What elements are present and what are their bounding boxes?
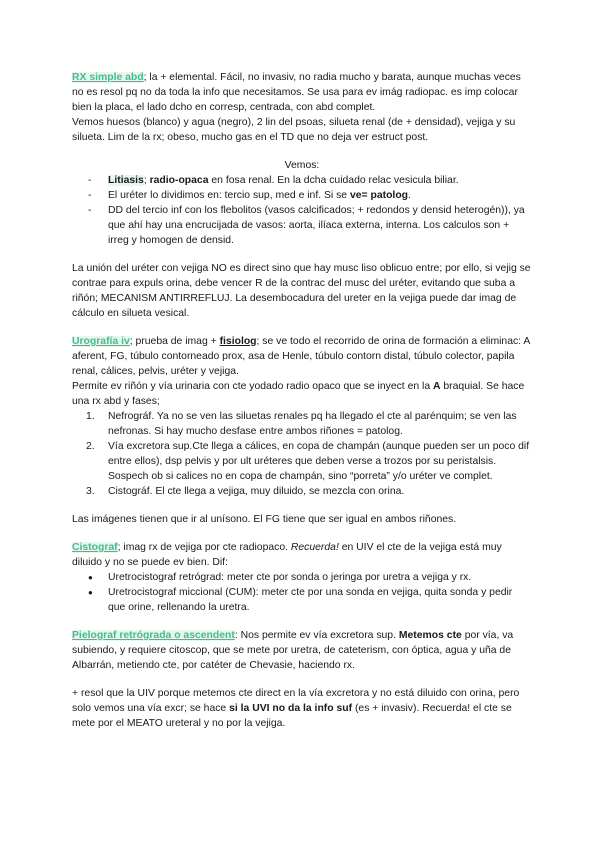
cistograf-paragraph: Cistograf; imag rx de vejiga por cte radiopaco. Recuerda! en UIV el cte de la vejiga está muy diluido y no se puede ev bien. Dif:	[72, 542, 502, 568]
union-paragraph: La unión del uréter con vejiga NO es direct sino que hay musc liso oblicuo entre; por ello, si vejig se contrae para expuls orina, debe vencer R de la contrac del musc del uréter, evitando que suba a riñón; MECANISM ANTIRREFLUJ. La desembocadura del ureter en la vejiga puede dar imag de cálculo en silueta vesical.	[72, 263, 531, 319]
vemos-title: Vemos:	[284, 160, 320, 171]
document-page	[72, 70, 532, 731]
list-item: ● Uretrocistograf miccional (CUM): meter cte por una sonda en vejiga, quita sonda y pedir que orine, rellenando la uretra.	[72, 585, 532, 615]
urografia-paragraph: Urografía iv; prueba de imag + fisiolog; se ve todo el recorrido de orina de formación a eliminac: A aferent, FG, túbulo contorneado prox, asa de Henle, túbulo contorn distal, túbulo colector, papila renal, cálices, pelvis, uréter y vejiga.	[72, 336, 530, 377]
pielograf-heading: Pielograf retrógrada o ascendent	[72, 630, 235, 641]
urografia-paragraph-2: Permite ev riñón y vía urinaria con cte yodado radio opaco que se inyect en la A braquial. Se hace una rx abd y fases;	[72, 381, 525, 407]
rx-simple-heading: RX simple abd	[72, 72, 144, 83]
list-item: ● Uretrocistograf retrógrad: meter cte por sonda o jeringa por uretra a vejiga y rx.	[72, 570, 532, 585]
fisiolog-term: fisiolog	[219, 336, 257, 347]
vemos-list	[72, 173, 532, 248]
urografia-phases-list	[72, 409, 532, 499]
list-item: 3. Cistográf. El cte llega a vejiga, muy diluido, se mezcla con orina.	[72, 484, 532, 499]
list-item: - Litiasis; radio-opaca en fosa renal. En la dcha cuidado relac vesicula biliar.	[72, 173, 532, 188]
list-item: 1. Nefrográf. Ya no se ven las siluetas renales pq ha llegado el cte al parénquim; se ven las nefronas. Si hay mucho desfase entre ambos riñones = patolog.	[72, 409, 532, 439]
urografia-heading: Urografía iv	[72, 336, 130, 347]
rx-simple-text: ; la + elemental. Fácil, no invasiv, no radia mucho y barata, aunque muchas veces no es resol pq no da toda la info que necesitamos. Se usa para ev imág radiopac. es imp colocar bien la placa, el lado dcho en corresp, centrada, con abd complet.	[72, 72, 521, 113]
ve-patolog-term: ve= patolog	[349, 190, 409, 201]
rx-simple-paragraph	[72, 70, 532, 115]
radio-opaca-term: radio-opaca	[149, 175, 209, 186]
pielograf-paragraph-2: + resol que la UIV porque metemos cte direct en la vía excretora y no está diluido con orina, pero solo vemos una vía excr; se hace si la UVI no da la info suf (es + invasiv). Recuerda! el cte se mete por el MEATO ureteral y no por la vejiga.	[72, 688, 520, 729]
pielograf-paragraph: Pielograf retrógrada o ascendent: Nos permite ev vía excretora sup. Metemos cte por vía, va subiendo, y requiere citoscop, que se mete por uretra, de cateterism, con óptica, agua y uña de Albarrán, metiendo cte, por catéter de Chevasie, haciendo rx.	[72, 630, 514, 671]
list-item: 2. Vía excretora sup.Cte llega a cálices, en copa de champán (aunque pueden ser un poco dif entre ellos), dsp pelvis y por ult uréteres que deben verse a trozos por su peristalsis. Sospech ob si calices no en copa de champán, sino “porreta” y/o uréter ve complet.	[72, 439, 532, 484]
list-item: - DD del tercio inf con los flebolitos (vasos calcificados; + redondos y densid heterogén)), ya que ahí hay una encrucijada de vasos: aorta, ilíaca externa, interna. Los calculos son + irreg y homogen de densid.	[72, 203, 532, 248]
unisono-paragraph: Las imágenes tienen que ir al unísono. El FG tiene que ser igual en ambos riñones.	[72, 514, 457, 525]
cistograf-list	[72, 570, 532, 615]
cistograf-heading: Cistograf	[72, 542, 118, 553]
litiasis-term: Litiasis	[108, 175, 144, 186]
list-item: - El uréter lo dividimos en: tercio sup, med e inf. Si se ve= patolog.	[72, 188, 532, 203]
rx-simple-paragraph-2: Vemos huesos (blanco) y agua (negro), 2 lin del psoas, silueta renal (de + densidad), vejiga y su silueta. Lim de la rx; obeso, mucho gas en el TD que no deja ver estruct post.	[72, 117, 516, 143]
